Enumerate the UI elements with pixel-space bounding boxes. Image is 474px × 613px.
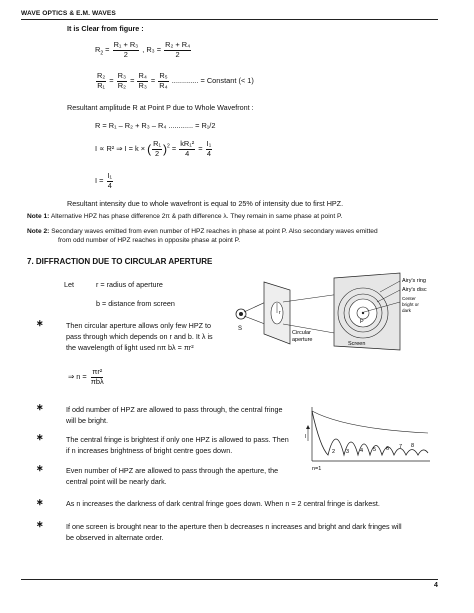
note-1: Note 1: Alternative HPZ has phase difference 2π & path difference λ. They remain in same phase at point P. — [27, 213, 343, 220]
equation-r2-r3: $R_2$ = $\frac{\text{R₁ + R₃}}{2}$ , R₃ = $\frac{\text{R₂ + R₄}}{2}$ — [95, 40, 191, 59]
svg-text:bright or: bright or — [402, 302, 419, 307]
svg-text:aperture: aperture — [292, 337, 313, 343]
bullet-star: ∗ — [36, 463, 44, 473]
equation-intensity: I ∝ R² ⇒ I = k × ( $\frac{\text{R₁}}{2}$ )$^2$ = $\frac{\text{kR₁²}}{4}$ = $\frac{\text{I₁}}{4}$ — [95, 139, 212, 158]
para-1: Then circular aperture allows only few HPZ to pass through which depends on r and b. It λ is the wavelength of light used nπ bλ = πr² — [66, 321, 213, 352]
para-5: As n increases the darkness of dark central fringe goes down. When n = 2 central fringe is darkest. — [66, 499, 380, 508]
clear-from-figure: It is Clear from figure : — [67, 24, 144, 33]
p-label: P — [360, 319, 364, 325]
equation-sum: R = R₁ – R₂ + R₃ – R₄ ............ = R₁/2 — [95, 121, 216, 130]
page-number: 4 — [434, 582, 438, 589]
footer-rule — [21, 579, 438, 580]
note-2-continued: from odd number of HPZ reaches in opposite phase at point P. — [58, 237, 241, 244]
para-2: If odd number of HPZ are allowed to pass through, the central fringe will be bright. — [66, 405, 283, 425]
intensity-vs-n-graph — [306, 405, 432, 475]
n-label: 7 — [399, 444, 403, 450]
para-6: If one screen is brought near to the aperture then b decreases n increases and bright and dark fringes will be observed in alternate order. — [66, 522, 402, 542]
equation-ratio: $\frac{\text{R₂}}{\text{R₁}}$ = $\frac{\text{R₃}}{\text{R₂}}$ = $\frac{\text{R₄}}{\text{R₃}}$ = $\frac{\text{R₅}}{\text{R₄}}$ ............. = Constant (< 1) — [97, 71, 254, 90]
source-label: S — [238, 326, 243, 332]
conclusion-text: Resultant intensity due to whole wavefront is equal to 25% of intensity due to first HPZ. — [67, 199, 344, 208]
svg-text:dark: dark — [402, 308, 411, 313]
n1-label: n=1 — [312, 466, 322, 472]
n-label: 5 — [373, 447, 377, 453]
n-label: 6 — [386, 446, 390, 452]
let-label: Let — [64, 280, 74, 289]
resultant-amplitude-line: Resultant amplitude R at Point P due to Whole Wavefront : — [67, 103, 254, 112]
para-3: The central fringe is brightest if only one HPZ is allowed to pass. Then if n increases brightness of bright centre goes down. — [66, 435, 289, 455]
para-4: Even number of HPZ are allowed to pass through the aperture, the central point will be nearly dark. — [66, 466, 279, 486]
center-label: Center — [402, 296, 416, 301]
svg-text:r: r — [279, 310, 281, 316]
note-2: Note 2: Secondary waves emitted from even number of HPZ reaches in phase at point P. Also secondary waves emitted — [27, 228, 378, 235]
let-radius: r = radius of aperture — [96, 280, 163, 289]
bullet-star: ∗ — [36, 519, 44, 529]
bullet-star: ∗ — [36, 497, 44, 507]
n-label: 2 — [332, 449, 336, 455]
n-label: 4 — [360, 448, 364, 454]
bullet-star: ∗ — [36, 318, 44, 328]
equation-final-intensity: I = $\frac{\text{I₁}}{4}$ — [95, 171, 113, 190]
n-label: 8 — [411, 443, 415, 449]
bullet-star: ∗ — [36, 432, 44, 442]
airys-ring-label: Airy's ring — [402, 278, 426, 284]
airys-disc-label: Airy's disc — [402, 287, 427, 293]
bullet-star: ∗ — [36, 402, 44, 412]
screen-label: Screen — [348, 341, 366, 347]
header-rule — [21, 19, 438, 20]
intensity-axis-label: I — [305, 434, 307, 440]
envelope-curve — [312, 411, 428, 433]
aperture-label: Circular — [292, 330, 311, 336]
n-label: 3 — [346, 449, 350, 455]
aperture-diffraction-figure — [230, 272, 450, 352]
section-heading: 7. DIFFRACTION DUE TO CIRCULAR APERTURE — [27, 257, 213, 266]
running-title: WAVE OPTICS & E.M. WAVES — [21, 10, 116, 17]
let-distance: b = distance from screen — [96, 299, 175, 308]
equation-n: ⇒ n = $\frac{\text{πr²}}{\text{πbλ}}$ — [68, 367, 104, 386]
